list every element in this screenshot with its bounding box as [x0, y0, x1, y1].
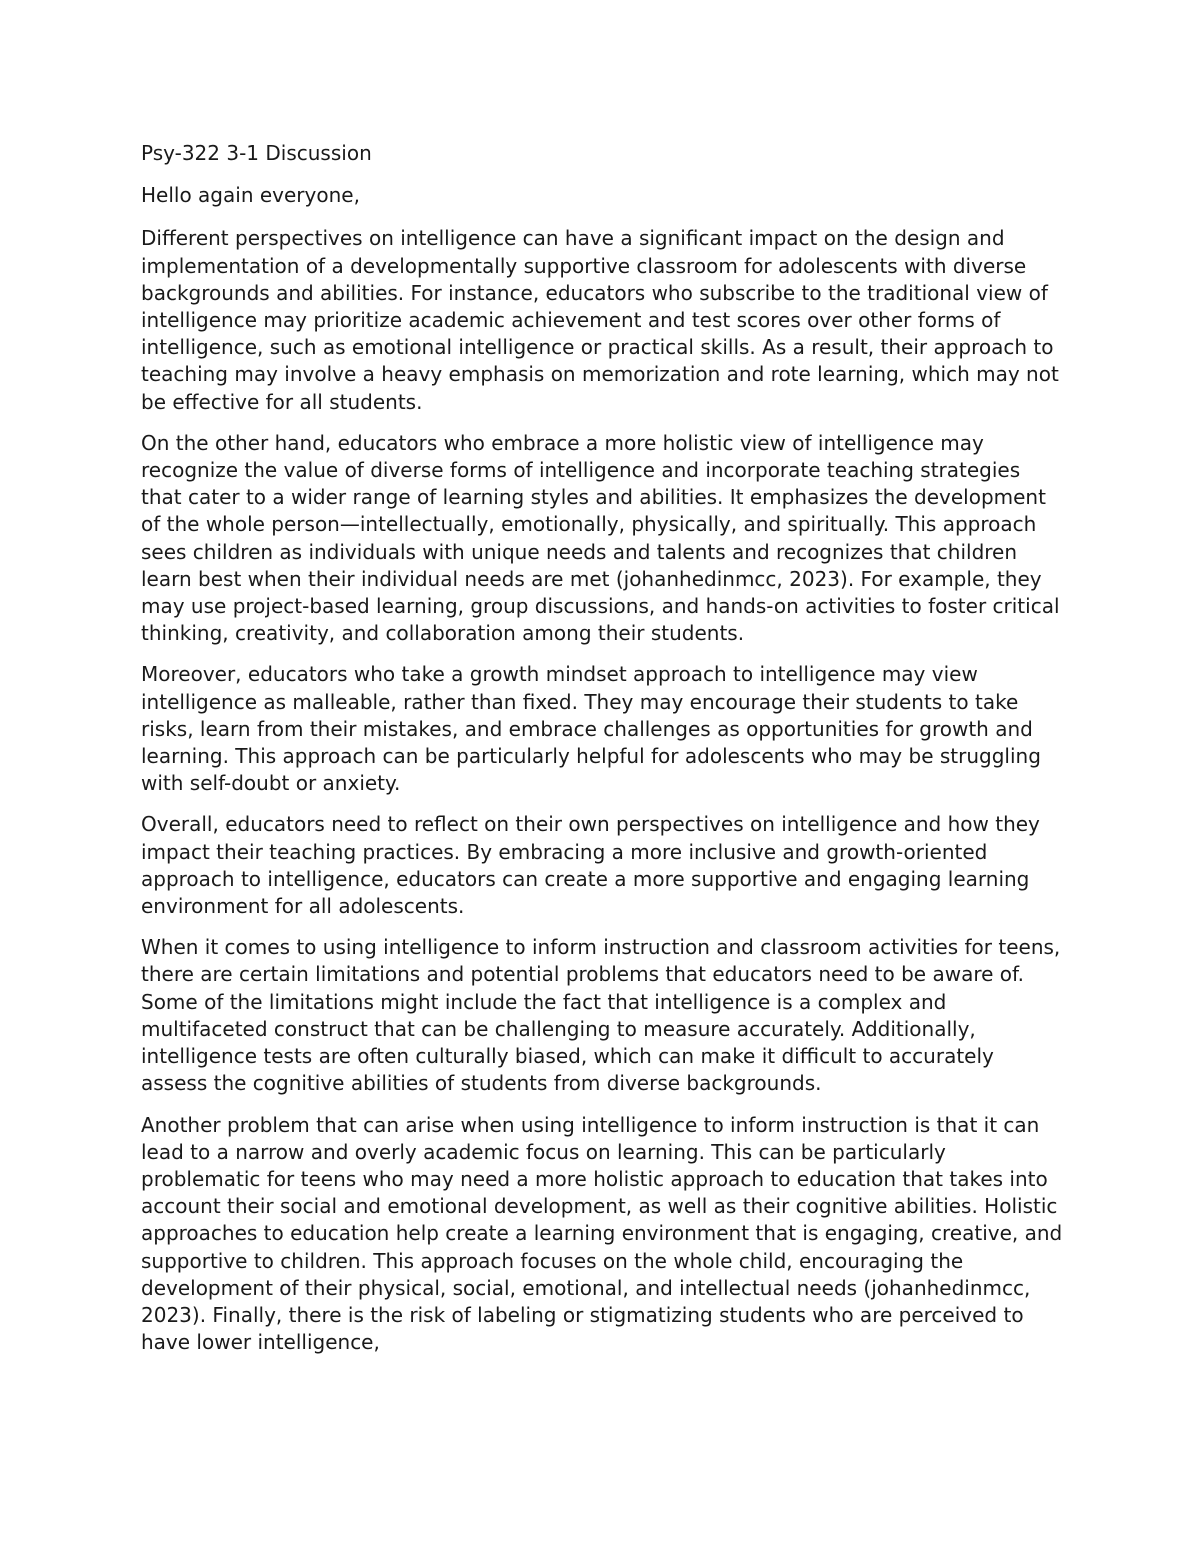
paragraph-6: Another problem that can arise when using intelligence to inform instruction is that it can lead to a narrow and overly academic focus on learning. This can be particularly problematic for teens who may need a more holistic approach to education that takes into account their social and emotional development, as well as their cognitive abilities. Holistic approaches to education help create a learning environment that is engaging, creative, and supportive to children. This approach focuses on the whole child, encouraging the development of their physical, social, emotional, and intellectual needs (johanhedinmcc, 2023). Finally, there is the risk of labeling or stigmatizing students who are perceived to have lower intelligence,: [141, 1112, 1063, 1355]
paragraph-4: Overall, educators need to reflect on their own perspectives on intelligence and how they impact their teaching practices. By embracing a more inclusive and growth-oriented approach to intelligence, educators can create a more supportive and engaging learning environment for all adolescents.: [141, 812, 1040, 919]
greeting: Hello again everyone,: [141, 183, 360, 208]
paragraph-2: On the other hand, educators who embrace a more holistic view of intelligence may recognize the value of diverse forms of intelligence and incorporate teaching strategies that cater to a wider range of learning styles and abilities. It emphasizes the development of the whole person—intellectually, emotionally, physically, and spiritually. This approach sees children as individuals with unique needs and talents and recognizes that children learn best when their individual needs are met (johanhedinmcc, 2023). For example, they may use project-based learning, group discussions, and hands-on activities to foster critical thinking, creativity, and collaboration among their students.: [141, 430, 1060, 646]
paragraph-5: When it comes to using intelligence to inform instruction and classroom activities for teens, there are certain limitations and potential problems that educators need to be aware of. Some of the limitations might include the fact that intelligence is a complex and multifaceted construct that can be challenging to measure accurately. Additionally, intelligence tests are often culturally biased, which can make it difficult to accurately assess the cognitive abilities of students from diverse backgrounds.: [141, 935, 1061, 1096]
paragraph-3: Moreover, educators who take a growth mindset approach to intelligence may view intelligence as malleable, rather than fixed. They may encourage their students to take risks, learn from their mistakes, and embrace challenges as opportunities for growth and learning. This approach can be particularly helpful for adolescents who may be struggling with self-doubt or anxiety.: [141, 662, 1041, 796]
document-body: [141, 140, 1066, 1370]
paragraph-1: Different perspectives on intelligence can have a significant impact on the design and implementation of a developmentally supportive classroom for adolescents with diverse backgrounds and abilities. For instance, educators who subscribe to the traditional view of intelligence may prioritize academic achievement and test scores over other forms of intelligence, such as emotional intelligence or practical skills. As a result, their approach to teaching may involve a heavy emphasis on memorization and rote learning, which may not be effective for all students.: [141, 226, 1059, 414]
document-title: Psy-322 3-1 Discussion: [141, 141, 372, 165]
